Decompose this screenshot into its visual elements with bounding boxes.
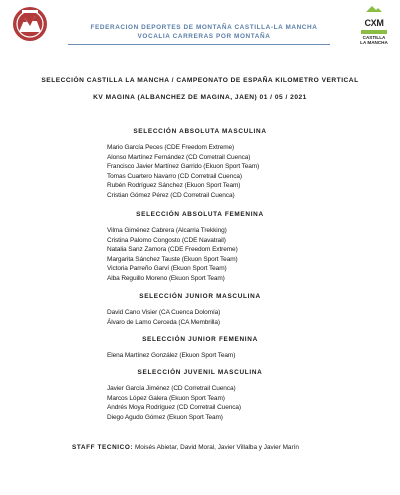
list-item: Cristian Gómez Pérez (CD Corretrail Cuenca) (107, 191, 235, 199)
list-item: Elena Martínez González (Ekuon Sport Team) (107, 352, 236, 359)
list-item: David Cano Visier (CA Cuenca Dolomía) (107, 309, 221, 316)
section-heading: SELECCIÓN JUVENIL MASCULINA (137, 369, 263, 376)
staff-line (72, 444, 299, 451)
staff-members: Moisés Abietar, David Moral, Javier Villalba y Javier Marín (133, 444, 299, 451)
mountain-icon (360, 6, 388, 12)
header-divider (68, 44, 330, 45)
cxm-logo (360, 6, 388, 48)
list-item: Mario García Peces (CDE Freedom Extreme) (107, 144, 235, 151)
list-item: Tomas Cuartero Navarro (CD Corretrail Cuenca) (107, 172, 242, 180)
section-heading: SELECCIÓN ABSOLUTA FEMENINA (136, 211, 264, 218)
list-item: Victoria Parreño Garví (Ekuon Sport Team) (107, 265, 227, 273)
vocalia-name: VOCALIA CARRERAS POR MONTAÑA (137, 33, 271, 40)
athlete-list (107, 384, 241, 422)
cxm-logo-sub1: CASTILLA (362, 35, 386, 40)
athlete-list (107, 143, 259, 201)
list-item: Álvaro de Lamo Cerceda (CA Membrilla) (107, 318, 220, 326)
athlete-list (107, 226, 238, 284)
federation-name: FEDERACION DEPORTES DE MONTAÑA CASTILLA-LA MANCHA (90, 24, 318, 31)
list-item: Natalia Sanz Zamora (CDE Freedom Extreme) (107, 246, 238, 254)
cxm-logo-text: CXM (364, 18, 384, 28)
list-item: Cristina Palomo Congosto (CDE Navatrail) (107, 236, 226, 244)
cxm-logo-band (361, 30, 387, 34)
page-header (0, 0, 400, 58)
list-item: Marcos López Galera (Ekuon Sport Team) (107, 394, 225, 402)
athlete-list (107, 308, 220, 327)
cxm-logo-sub2: LA MANCHA (360, 40, 388, 45)
list-item: Rubén Rodríguez Sánchez (Ekuon Sport Team) (107, 182, 241, 190)
section-heading: SELECCIÓN JUNIOR MASCULINA (139, 293, 261, 300)
document-title: SELECCIÓN CASTILLA LA MANCHA / CAMPEONATO DE ESPAÑA KILOMETRO VERTICAL (41, 77, 359, 84)
section-heading: SELECCIÓN JUNIOR FEMENINA (142, 336, 258, 343)
staff-label: STAFF TECNICO: (72, 444, 134, 451)
list-item: Francisco Javier Martínez Garrido (Ekuon Sport Team) (107, 163, 260, 171)
list-item: Diego Agudo Gómez (Ekuon Sport Team) (107, 413, 223, 421)
federation-logo-icon (10, 4, 50, 44)
event-subtitle: KV MAGINA (ALBANCHEZ DE MAGINA, JAEN) 01 / 05 / 2021 (93, 94, 307, 101)
list-item: Margarita Sánchez Tauste (Ekuon Sport Team) (107, 255, 238, 263)
list-item: Vilma Giménez Cabrera (Alcarria Trekking) (107, 227, 227, 234)
list-item: Alba Reguillo Moreno (Ekuon Sport Team) (107, 274, 225, 282)
list-item: Andrés Moya Rodríguez (CD Corretrail Cuenca) (107, 404, 241, 412)
section-heading: SELECCIÓN ABSOLUTA MASCULINA (133, 128, 267, 135)
athlete-list (107, 351, 235, 361)
list-item: Alonso Martínez Fernández (CD Corretrail Cuenca) (107, 153, 251, 161)
list-item: Javier García Jiménez (CD Corretrail Cuenca) (107, 385, 236, 392)
